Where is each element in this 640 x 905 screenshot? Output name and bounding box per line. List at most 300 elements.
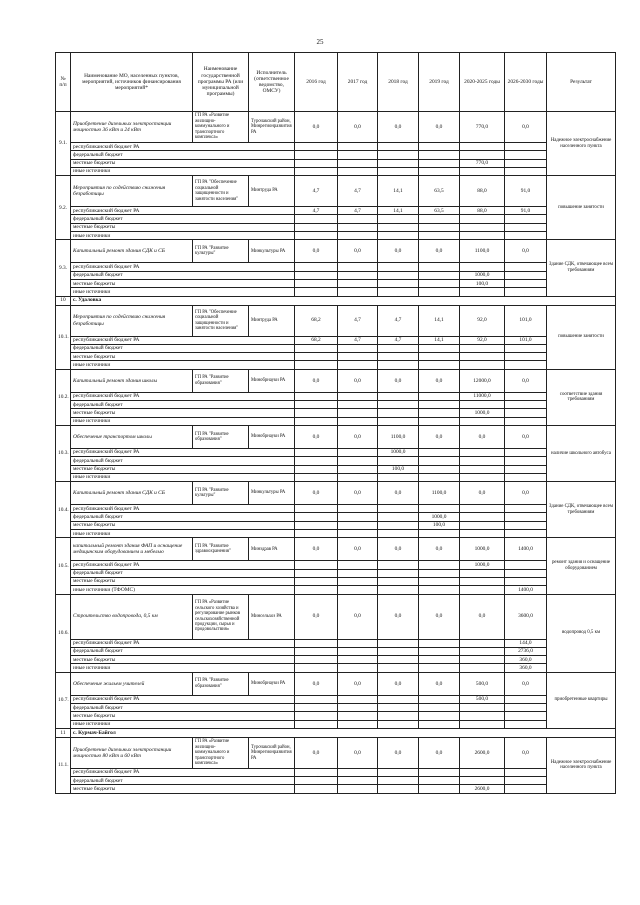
measure-value: 0,0 xyxy=(505,112,547,143)
measure-value: 4,7 xyxy=(378,305,419,336)
funding-source-value xyxy=(378,720,419,728)
funding-source-label: республиканский бюджет РА xyxy=(71,695,295,703)
measure-program: ГП РА «Развитие жилищно-коммунального и транспортного комплекса» xyxy=(193,112,249,143)
funding-source-value: 14,1 xyxy=(419,336,460,344)
funding-source-value xyxy=(295,344,338,352)
funding-source-value: 1000,0 xyxy=(460,271,505,279)
funding-source-value xyxy=(460,647,505,655)
measure-value: 500,0 xyxy=(460,672,505,695)
measure-value: 63,5 xyxy=(419,176,460,207)
funding-source-value xyxy=(505,448,547,456)
funding-source-value: 100,0 xyxy=(419,521,460,529)
funding-source-value xyxy=(378,664,419,672)
measure-value: 0,0 xyxy=(419,425,460,448)
funding-source-label: республиканский бюджет РА xyxy=(71,392,295,400)
funding-source-value xyxy=(419,569,460,577)
funding-source-value xyxy=(460,417,505,425)
funding-source-value: 1400,0 xyxy=(505,586,547,594)
funding-source-value xyxy=(295,530,338,538)
measure-program: ГП РА «Развитие сельского хозяйства и регулирование рынков сельскохозяйственной продукции, сырья и продовольствия» xyxy=(193,594,249,639)
funding-source-value xyxy=(505,785,547,793)
funding-source-value xyxy=(460,768,505,776)
measure-row xyxy=(56,672,616,695)
funding-source-value xyxy=(338,505,378,513)
measure-value: 4,7 xyxy=(338,305,378,336)
funding-source-label: иные источники xyxy=(71,720,295,728)
page-number: 25 xyxy=(316,38,324,46)
funding-source-value xyxy=(338,232,378,240)
settlement-heading-row xyxy=(56,296,616,305)
measure-title: Капитальный ремонт здания СДК и СБ xyxy=(71,240,193,263)
funding-source-label: федеральный бюджет xyxy=(71,703,295,711)
funding-source-value xyxy=(505,279,547,287)
funding-source-value xyxy=(460,720,505,728)
funding-source-value xyxy=(460,232,505,240)
funding-source-value xyxy=(338,703,378,711)
funding-source-value xyxy=(295,569,338,577)
funding-source-value xyxy=(505,530,547,538)
funding-source-row xyxy=(56,586,616,594)
funding-source-row xyxy=(56,768,616,776)
funding-source-value xyxy=(295,392,338,400)
measure-title: Приобретение дизельных электростанции мощностью 36 кВт и 24 кВт xyxy=(71,112,193,143)
measure-result: Здание СДК, отвечающее всем требованиям xyxy=(547,482,616,538)
measure-program: ГП РА "Развитие здравоохранения" xyxy=(193,538,249,561)
measure-value: 1000,0 xyxy=(460,538,505,561)
measure-value: 0,0 xyxy=(338,425,378,448)
measure-value: 0,0 xyxy=(338,737,378,768)
funding-source-value xyxy=(460,656,505,664)
funding-source-value xyxy=(338,353,378,361)
funding-source-value xyxy=(419,586,460,594)
funding-source-value xyxy=(419,151,460,159)
funding-source-value xyxy=(378,361,419,369)
measure-value: 3600,0 xyxy=(505,594,547,639)
funding-source-value xyxy=(419,167,460,175)
funding-source-row xyxy=(56,271,616,279)
funding-source-value xyxy=(338,521,378,529)
funding-source-value xyxy=(378,353,419,361)
funding-source-value xyxy=(505,392,547,400)
funding-source-row xyxy=(56,785,616,793)
funding-source-value xyxy=(295,561,338,569)
funding-source-value xyxy=(378,223,419,231)
funding-source-value xyxy=(378,151,419,159)
funding-source-value xyxy=(419,143,460,151)
funding-source-value xyxy=(338,639,378,647)
funding-source-label: иные источники xyxy=(71,417,295,425)
measure-executor: Минкультуры РА xyxy=(249,482,295,505)
funding-source-value xyxy=(505,223,547,231)
measure-result: соответствие здания требованиям xyxy=(547,369,616,425)
funding-source-value xyxy=(505,569,547,577)
measure-executor: Турочакский район, Минрегионразвития РА xyxy=(249,737,295,768)
funding-source-value xyxy=(505,353,547,361)
measure-value: 0,0 xyxy=(419,112,460,143)
funding-source-value xyxy=(419,530,460,538)
funding-source-value xyxy=(378,785,419,793)
funding-source-label: иные источники xyxy=(71,288,295,296)
funding-source-value xyxy=(460,457,505,465)
funding-source-row xyxy=(56,513,616,521)
funding-source-row xyxy=(56,353,616,361)
funding-source-value xyxy=(338,288,378,296)
funding-source-value xyxy=(505,720,547,728)
funding-source-label: местные бюджеты xyxy=(71,577,295,585)
funding-source-row xyxy=(56,465,616,473)
funding-source-value xyxy=(419,401,460,409)
funding-source-label: республиканский бюджет РА xyxy=(71,768,295,776)
funding-source-label: местные бюджеты xyxy=(71,465,295,473)
funding-source-value xyxy=(505,465,547,473)
measure-value: 770,0 xyxy=(460,112,505,143)
measure-executor: Турочакский район, Минрегионразвития РА xyxy=(249,112,295,143)
funding-source-row xyxy=(56,392,616,400)
funding-source-value xyxy=(338,777,378,785)
funding-source-row xyxy=(56,647,616,655)
funding-source-value xyxy=(419,215,460,223)
funding-source-row xyxy=(56,159,616,167)
funding-source-value xyxy=(460,263,505,271)
measure-value: 0,0 xyxy=(460,425,505,448)
funding-source-value xyxy=(295,401,338,409)
header-2020-2025: 2020-2025 годы xyxy=(460,53,505,112)
measure-number: 11.1. xyxy=(56,737,71,793)
funding-source-value: 4,7 xyxy=(338,207,378,215)
funding-source-value: 4,7 xyxy=(378,336,419,344)
funding-source-value xyxy=(505,457,547,465)
funding-source-value xyxy=(460,167,505,175)
funding-source-value xyxy=(419,417,460,425)
measure-value: 101,0 xyxy=(505,305,547,336)
funding-source-value xyxy=(505,577,547,585)
measure-value: 0,0 xyxy=(378,737,419,768)
measure-value: 0,0 xyxy=(378,369,419,392)
funding-source-row xyxy=(56,279,616,287)
measure-title: Приобретение дизельных электростанции мощностью 80 кВт и 60 кВт xyxy=(71,737,193,768)
measure-number: 10.3. xyxy=(56,425,71,481)
funding-source-value xyxy=(295,159,338,167)
funding-source-row xyxy=(56,561,616,569)
funding-source-value xyxy=(295,457,338,465)
header-2017: 2017 год xyxy=(338,53,378,112)
funding-source-value xyxy=(419,361,460,369)
measure-title: капитальный ремонт здания ФАП и оснащение медицинским оборудованием и мебелью xyxy=(71,538,193,561)
funding-source-value xyxy=(505,521,547,529)
funding-source-value xyxy=(295,271,338,279)
funding-source-value xyxy=(460,151,505,159)
measure-title: Строительство водопровода, 0,5 км xyxy=(71,594,193,639)
funding-source-value xyxy=(295,695,338,703)
funding-source-value xyxy=(378,586,419,594)
funding-source-row xyxy=(56,263,616,271)
measure-value: 68,2 xyxy=(295,305,338,336)
measure-value: 0,0 xyxy=(295,672,338,695)
funding-source-value: 1000,0 xyxy=(378,448,419,456)
funding-source-label: иные источники xyxy=(71,473,295,481)
measure-value: 0,0 xyxy=(295,240,338,263)
funding-source-value xyxy=(505,417,547,425)
funding-source-value xyxy=(295,703,338,711)
funding-source-value xyxy=(338,586,378,594)
measure-value: 0,0 xyxy=(378,482,419,505)
funding-source-value xyxy=(460,465,505,473)
measure-value: 0,0 xyxy=(295,538,338,561)
funding-source-value xyxy=(460,344,505,352)
funding-source-value xyxy=(419,703,460,711)
funding-source-label: федеральный бюджет xyxy=(71,777,295,785)
funding-source-label: республиканский бюджет РА xyxy=(71,207,295,215)
funding-source-value xyxy=(378,167,419,175)
funding-source-label: иные источники xyxy=(71,167,295,175)
measure-row xyxy=(56,176,616,207)
funding-source-value xyxy=(338,569,378,577)
measure-number: 10.4. xyxy=(56,482,71,538)
funding-source-value xyxy=(419,392,460,400)
measure-result: Здание СДК, отвечающее всем требованиям xyxy=(547,240,616,296)
funding-source-value xyxy=(505,361,547,369)
funding-source-value xyxy=(460,569,505,577)
funding-source-value xyxy=(338,409,378,417)
funding-source-value xyxy=(378,569,419,577)
funding-source-row xyxy=(56,720,616,728)
funding-source-value xyxy=(419,279,460,287)
funding-source-value xyxy=(295,505,338,513)
funding-source-value xyxy=(505,505,547,513)
funding-source-row xyxy=(56,712,616,720)
measure-value: 1400,0 xyxy=(505,538,547,561)
funding-source-value xyxy=(419,159,460,167)
funding-source-value xyxy=(419,409,460,417)
funding-source-value xyxy=(419,561,460,569)
funding-source-value xyxy=(505,151,547,159)
funding-source-label: республиканский бюджет РА xyxy=(71,336,295,344)
funding-source-value xyxy=(419,288,460,296)
funding-source-value xyxy=(295,288,338,296)
funding-source-value xyxy=(505,215,547,223)
funding-source-value: 88,0 xyxy=(460,207,505,215)
funding-source-value xyxy=(505,263,547,271)
measure-number: 10.5. xyxy=(56,538,71,594)
measure-number: 10.7. xyxy=(56,672,71,728)
funding-source-value xyxy=(419,457,460,465)
funding-source-value: 14,1 xyxy=(378,207,419,215)
funding-source-value: 92,0 xyxy=(460,336,505,344)
settlement-number: 11 xyxy=(56,728,71,737)
funding-source-value xyxy=(338,577,378,585)
measure-value: 0,0 xyxy=(338,672,378,695)
measure-value: 0,0 xyxy=(505,672,547,695)
funding-source-value xyxy=(378,263,419,271)
measure-result: повышение занятости xyxy=(547,176,616,240)
funding-source-value xyxy=(378,232,419,240)
funding-source-value: 91,0 xyxy=(505,207,547,215)
funding-source-value xyxy=(338,263,378,271)
funding-source-value: 2600,0 xyxy=(460,785,505,793)
measure-result: наличие школьного автобуса xyxy=(547,425,616,481)
funding-source-value xyxy=(338,768,378,776)
funding-source-row xyxy=(56,473,616,481)
funding-source-value: 360,0 xyxy=(505,664,547,672)
funding-source-value: 1000,0 xyxy=(460,409,505,417)
measure-value: 0,0 xyxy=(419,594,460,639)
measure-title: Капитальный ремонт здания СДК и СБ xyxy=(71,482,193,505)
funding-source-label: федеральный бюджет xyxy=(71,647,295,655)
funding-source-value xyxy=(378,279,419,287)
measure-result: Надежное электроснабжение населенного пункта xyxy=(547,737,616,793)
funding-source-value xyxy=(295,409,338,417)
funding-source-value xyxy=(505,409,547,417)
funding-source-value xyxy=(378,513,419,521)
funding-source-value xyxy=(378,457,419,465)
measure-executor: Минкультуры РА xyxy=(249,240,295,263)
funding-source-value xyxy=(295,586,338,594)
funding-source-value xyxy=(295,521,338,529)
measure-value: 1100,0 xyxy=(419,482,460,505)
funding-source-value xyxy=(295,143,338,151)
measure-value: 0,0 xyxy=(505,240,547,263)
funding-source-row xyxy=(56,457,616,465)
funding-source-value xyxy=(419,785,460,793)
funding-source-value xyxy=(419,505,460,513)
measure-title: Обеспечение жильем учителей xyxy=(71,672,193,695)
measure-value: 0,0 xyxy=(295,737,338,768)
measure-value: 12000,0 xyxy=(460,369,505,392)
measure-value: 0,0 xyxy=(419,672,460,695)
measure-value: 0,0 xyxy=(378,538,419,561)
header-2019: 2019 год xyxy=(419,53,460,112)
measure-executor: Минобрнауки РА xyxy=(249,672,295,695)
measure-value: 0,0 xyxy=(419,369,460,392)
funding-source-value xyxy=(378,656,419,664)
funding-source-value xyxy=(378,530,419,538)
measure-value: 0,0 xyxy=(505,482,547,505)
measure-value: 0,0 xyxy=(460,482,505,505)
funding-source-value xyxy=(338,223,378,231)
funding-source-row xyxy=(56,361,616,369)
funding-source-value xyxy=(338,647,378,655)
funding-source-value xyxy=(460,448,505,456)
funding-source-value: 360,0 xyxy=(505,656,547,664)
header-2026-2030: 2026-2030 годы xyxy=(505,53,547,112)
measure-number: 9.1. xyxy=(56,112,71,176)
header-result: Результат xyxy=(547,53,616,112)
funding-source-value xyxy=(378,288,419,296)
funding-source-value xyxy=(338,279,378,287)
funding-source-label: иные источники xyxy=(71,664,295,672)
funding-source-row xyxy=(56,215,616,223)
measure-program: ГП РА "Обеспечение социальной защищенности и занятости населения" xyxy=(193,305,249,336)
funding-source-value xyxy=(378,473,419,481)
funding-source-value xyxy=(378,344,419,352)
funding-source-label: республиканский бюджет РА xyxy=(71,448,295,456)
funding-source-value xyxy=(419,223,460,231)
table-header-row xyxy=(56,53,616,112)
funding-source-value xyxy=(338,457,378,465)
funding-source-value xyxy=(505,473,547,481)
funding-source-value: 2736,0 xyxy=(505,647,547,655)
funding-source-value: 4,7 xyxy=(338,336,378,344)
funding-source-value xyxy=(295,279,338,287)
funding-source-row xyxy=(56,530,616,538)
funding-source-value xyxy=(419,777,460,785)
funding-source-value xyxy=(505,167,547,175)
funding-source-value xyxy=(505,143,547,151)
measure-row xyxy=(56,240,616,263)
measure-value: 0,0 xyxy=(295,112,338,143)
funding-source-value xyxy=(460,639,505,647)
funding-source-row xyxy=(56,695,616,703)
funding-source-value xyxy=(460,143,505,151)
funding-source-label: местные бюджеты xyxy=(71,521,295,529)
measure-program: ГП РА "Развитие образования" xyxy=(193,425,249,448)
measure-value: 1100,0 xyxy=(378,425,419,448)
measure-value: 0,0 xyxy=(378,112,419,143)
funding-source-value xyxy=(295,473,338,481)
funding-source-value: 1000,0 xyxy=(419,513,460,521)
funding-source-value xyxy=(378,401,419,409)
funding-source-value: 68,2 xyxy=(295,336,338,344)
measure-result: ремонт здания и оснащение оборудованием xyxy=(547,538,616,594)
funding-source-value xyxy=(295,768,338,776)
measure-value: 91,0 xyxy=(505,176,547,207)
program-table xyxy=(55,52,616,794)
funding-source-value xyxy=(378,409,419,417)
funding-source-value xyxy=(338,344,378,352)
funding-source-value xyxy=(338,720,378,728)
measure-row xyxy=(56,482,616,505)
funding-source-value xyxy=(460,513,505,521)
funding-source-row xyxy=(56,288,616,296)
funding-source-value xyxy=(295,513,338,521)
measure-program: ГП РА «Развитие жилищно-коммунального и транспортного комплекса» xyxy=(193,737,249,768)
funding-source-value xyxy=(295,785,338,793)
measure-value: 0,0 xyxy=(338,482,378,505)
funding-source-value xyxy=(460,401,505,409)
funding-source-value xyxy=(505,232,547,240)
funding-source-row xyxy=(56,143,616,151)
measure-row xyxy=(56,112,616,143)
header-num: № п/п xyxy=(56,53,71,112)
funding-source-value xyxy=(295,712,338,720)
measure-executor: Минздрав РА xyxy=(249,538,295,561)
funding-source-value xyxy=(460,353,505,361)
funding-source-value xyxy=(378,143,419,151)
measure-value: 88,0 xyxy=(460,176,505,207)
funding-source-value xyxy=(378,271,419,279)
funding-source-row xyxy=(56,505,616,513)
funding-source-value xyxy=(378,768,419,776)
measure-executor: Минсельхоз РА xyxy=(249,594,295,639)
funding-source-label: иные источники xyxy=(71,361,295,369)
funding-source-value xyxy=(378,159,419,167)
measure-number: 10.1. xyxy=(56,305,71,369)
funding-source-label: федеральный бюджет xyxy=(71,457,295,465)
funding-source-label: республиканский бюджет РА xyxy=(71,263,295,271)
funding-source-value xyxy=(505,401,547,409)
funding-source-value: 100,0 xyxy=(460,279,505,287)
measure-title: Мероприятия по содействию снижения безработицы xyxy=(71,305,193,336)
header-executor: Исполнитель (ответственное ведомство, ОМСУ) xyxy=(249,53,295,112)
funding-source-value xyxy=(378,577,419,585)
table-body xyxy=(56,112,616,794)
funding-source-label: республиканский бюджет РА xyxy=(71,143,295,151)
funding-source-row xyxy=(56,448,616,456)
funding-source-value xyxy=(338,664,378,672)
measure-row xyxy=(56,305,616,336)
funding-source-label: местные бюджеты xyxy=(71,353,295,361)
measure-executor: Минтруда РА xyxy=(249,305,295,336)
